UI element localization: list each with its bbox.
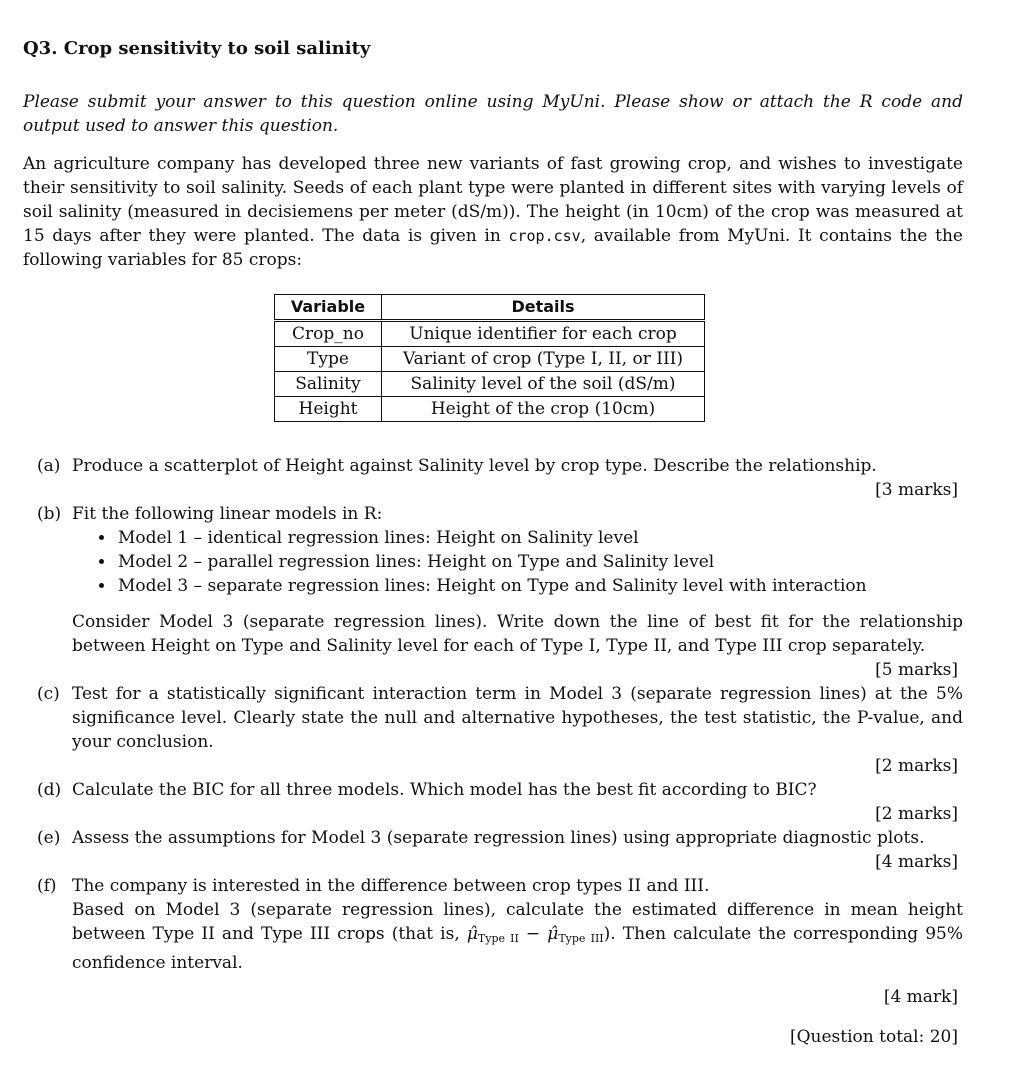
part-e — [23, 826, 963, 874]
variables-table — [274, 294, 705, 422]
part-f-text-2: ). Then calculate the corresponding 95% confidence interval. — [72, 924, 964, 973]
question-page — [23, 36, 963, 1049]
table-row — [275, 347, 705, 372]
table-row — [275, 321, 705, 347]
part-label: (d) — [37, 780, 62, 800]
intro-text-1: An agriculture company has developed three new variants of fast growing crop, and wishes to investigate their sensitivity to soil salinity. Seeds of each plant type were planted in different sites with varying levels of soil salinity (measured in decisiemens per meter (dS/m)). The height (in 10cm) of the crop was measured at 15 days after they were planted. The data is given in — [23, 154, 963, 246]
part-text: Fit the following linear models in R: — [72, 504, 383, 524]
list-item: • Model 3 – separate regression lines: Height on Type and Salinity level with interaction — [116, 574, 963, 598]
intro-text-2: , available from MyUni. It contains the the following variables for 85 crops: — [23, 226, 963, 270]
question-total: [Question total: 20] — [789, 1027, 958, 1047]
table-cell: Salinity — [275, 372, 382, 397]
table-header-row — [275, 295, 705, 321]
part-d — [23, 778, 963, 826]
subscript-type-ii: Type II — [477, 932, 519, 945]
marks-label: [2 marks] — [875, 756, 958, 776]
part-b — [23, 502, 963, 682]
consider-text: Consider Model 3 (separate regression lines). Write down the line of best fit for the relationship between Height on Type and Salinity level for each of Type I, Type II, and Type III crop separately. — [72, 612, 963, 656]
part-text: Calculate the BIC for all three models. Which model has the best fit according to BIC? — [72, 780, 817, 800]
part-text-line2 — [72, 898, 963, 975]
part-text: Assess the assumptions for Model 3 (separate regression lines) using appropriate diagnostic plots. — [72, 828, 925, 848]
part-label: (c) — [37, 684, 60, 704]
header-details: Details — [382, 295, 705, 321]
part-a — [23, 454, 963, 502]
table-cell: Salinity level of the soil (dS/m) — [382, 372, 705, 397]
marks-label: [2 marks] — [875, 804, 958, 824]
part-c — [23, 682, 963, 778]
part-text-line1: The company is interested in the difference between crop types II and III. — [72, 876, 710, 896]
marks-label: [4 mark] — [883, 987, 958, 1007]
table-cell: Crop_no — [275, 321, 382, 347]
part-label: (a) — [37, 456, 61, 476]
part-f — [23, 874, 963, 1049]
table-cell: Type — [275, 347, 382, 372]
model-list — [72, 526, 963, 598]
subscript-type-iii: Type III — [558, 932, 604, 945]
question-parts — [23, 454, 963, 1049]
marks-label: [5 marks] — [875, 660, 958, 680]
header-variable: Variable — [275, 295, 382, 321]
part-label: (f) — [37, 876, 57, 896]
submission-instructions: Please submit your answer to this question online using MyUni. Please show or attach the R code and output used to answer this question. — [23, 92, 963, 136]
list-item: • Model 2 – parallel regression lines: Height on Type and Salinity level — [116, 550, 963, 574]
table-cell: Height — [275, 397, 382, 422]
table-cell: Unique identifier for each crop — [382, 321, 705, 347]
part-text: Produce a scatterplot of Height against Salinity level by crop type. Describe the relationship. — [72, 456, 877, 476]
mu-hat-symbol: μ̂ — [547, 924, 559, 944]
list-item: • Model 1 – identical regression lines: Height on Salinity level — [116, 526, 963, 550]
part-label: (b) — [37, 504, 62, 524]
minus-sign: − — [518, 924, 548, 944]
marks-label: [4 marks] — [875, 852, 958, 872]
part-text: Test for a statistically significant interaction term in Model 3 (separate regression lines) at the 5% significance level. Clearly state the null and alternative hypotheses, the test statistic, the P-value, and your conclusion. — [72, 684, 963, 752]
question-intro — [23, 152, 963, 272]
table-row — [275, 372, 705, 397]
table-cell: Height of the crop (10cm) — [382, 397, 705, 422]
question-title: Q3. Crop sensitivity to soil salinity — [23, 38, 371, 59]
table-row — [275, 397, 705, 422]
data-filename: crop.csv — [508, 227, 581, 245]
mu-hat-symbol: μ̂ — [466, 924, 478, 944]
marks-label: [3 marks] — [875, 480, 958, 500]
part-f-text-1: Based on Model 3 (separate regression lines), calculate the estimated difference in mean height between Type II and Type III crops (that is, — [72, 900, 963, 944]
table-cell: Variant of crop (Type I, II, or III) — [382, 347, 705, 372]
part-label: (e) — [37, 828, 61, 848]
